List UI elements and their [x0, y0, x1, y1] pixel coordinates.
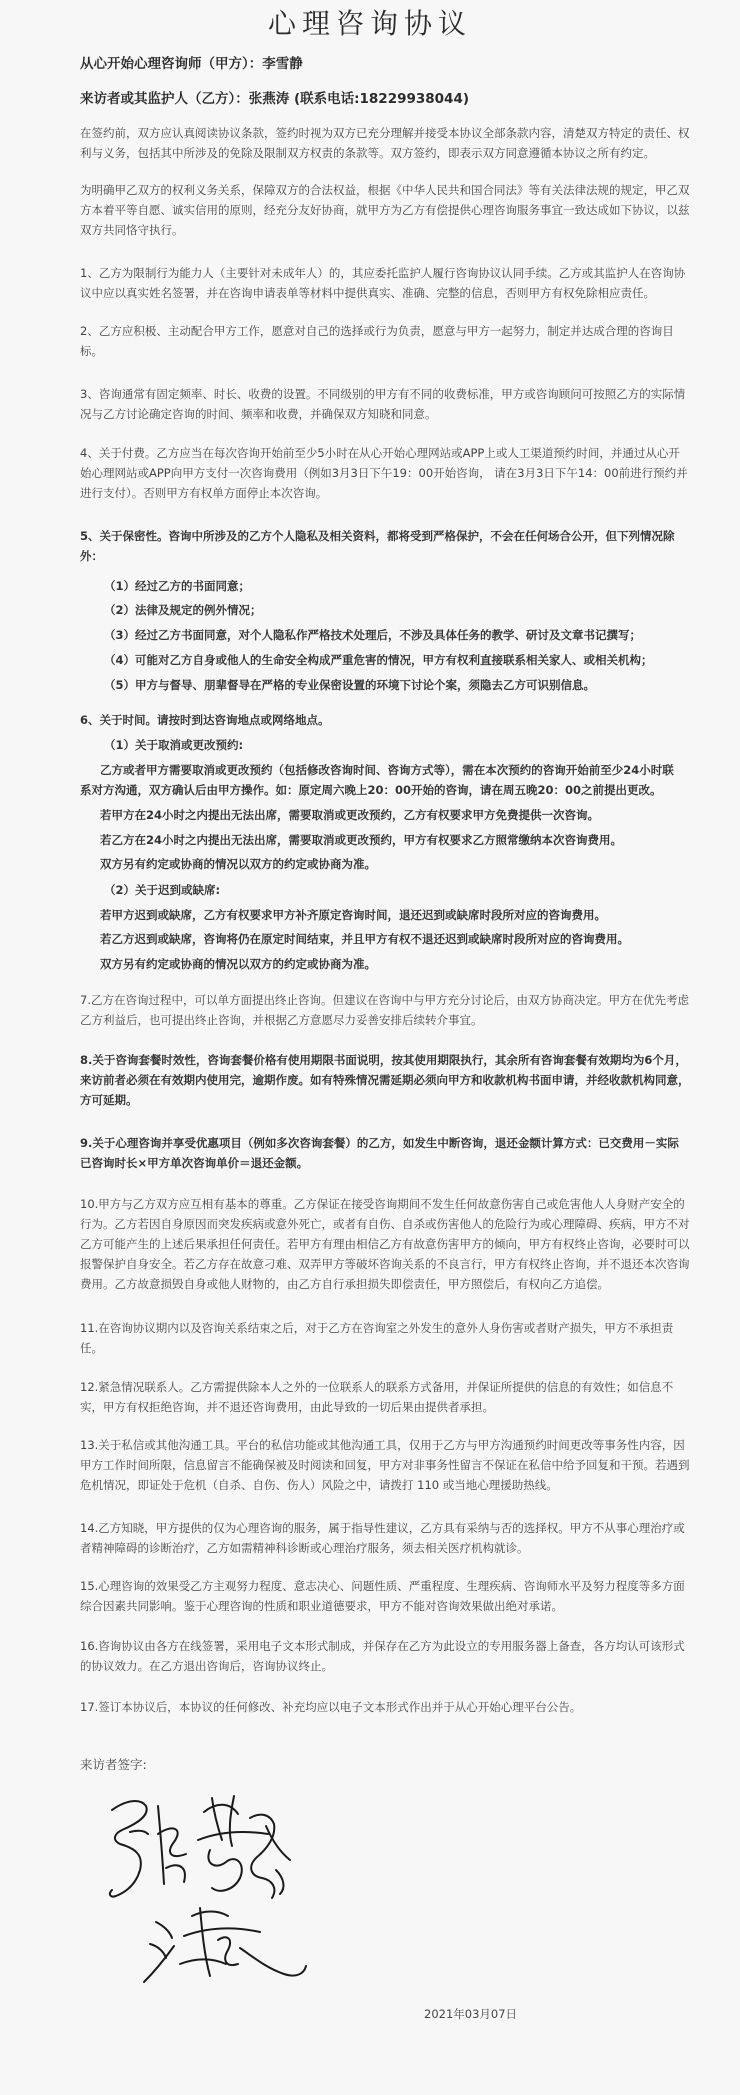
intro-paragraph-2: 为明确甲乙双方的权利义务关系，保障双方的合法权益，根据《中华人民共和国合同法》等有关法律法规的规定，甲乙双方本着平等自愿、诚实信用的原则，经充分友好协商，就甲方为乙方有偿提供心理咨询服务事宜一致达成如下协议，以兹双方共同恪守执行。 — [80, 183, 690, 237]
party-b: 来访者或其监护人（乙方）：张燕涛 (联系电话:18229938044) — [80, 91, 470, 107]
clause-5-item: （3）经过乙方书面同意，对个人隐私作严格技术处理后，不涉及具体任务的教学、研讨及文章书记撰写； — [104, 628, 641, 642]
party-a: 从心开始心理咨询师（甲方）：李雪静 — [80, 56, 303, 72]
clause-6-line: 系对方沟通，双方确认后由甲方操作。如：原定周六晚上20：00开始的咨询，请在周五晚20：00之前提出更改。 — [80, 783, 662, 797]
clause-1: 1、乙方为限制行为能力人（主要针对未成年人）的，其应委托监护人履行咨询协议认同手续。乙方或其监护人在咨询协议中应以真实姓名签署，并在咨询申请表单等材料中提供真实、准确、完整的信息，否则甲方有权免除相应责任。 — [80, 266, 686, 300]
clause-10: 10.甲方与乙方双方应互相有基本的尊重。乙方保证在接受咨询期间不发生任何故意伤害自己或危害他人人身财产安全的行为。乙方若因自身原因而突发疾病或意外死亡，或者有自伤、自杀或伤害他人的危险行为或心理障碍、疾病，甲方不对乙方可能产生的上述后果承担任何责任。若甲方有理由相信乙方有故意伤害甲方的倾向，甲方有权终止咨询，必要时可以报警保护自身安全。若乙方存在故意刁难、双弄甲方等破坏咨询关系的不良言行，甲方有权终止咨询，并不退还本次咨询费用。乙方故意损毁自身或他人财物的，由乙方自行承担损失即偿责任，甲方照偿后，有权向乙方追偿。 — [80, 1197, 690, 1291]
clause-6-line: 双方另有约定或协商的情况以双方的约定或协商为准。 — [100, 857, 376, 871]
signing-date: 2021年03月07日 — [424, 2007, 518, 2021]
clause-5: 5、关于保密性。咨询中所涉及的乙方个人隐私及相关资料，都将受到严格保护，不会在任何场合公开，但下列情况除外： — [80, 529, 675, 563]
clause-3: 3、咨询通常有固定频率、时长、收费的设置。不同级别的甲方有不同的收费标准，甲方或咨询顾问可按照乙方的实际情况与乙方讨论确定咨询的时间、频率和收费，并确保双方知晓和同意。 — [80, 387, 686, 421]
clause-6-line: 乙方或者甲方需要取消或更改预约（包括修改咨询时间、咨询方式等），需在本次预约的咨询开始前至少24小时联 — [100, 763, 674, 777]
signature-label: 来访者签字: — [80, 1757, 147, 1772]
clause-6-line: 若甲方迟到或缺席，乙方有权要求甲方补齐原定咨询时间，退还迟到或缺席时段所对应的咨询费用。 — [100, 908, 606, 922]
clause-5-item: （2）法律及规定的例外情况； — [104, 603, 262, 617]
clause-17: 17.签订本协议后，本协议的任何修改、补充均应以电子文本形式作出并于从心开始心理平台公告。 — [80, 1700, 582, 1714]
clause-6-line: 双方另有约定或协商的情况以双方的约定或协商为准。 — [100, 957, 376, 971]
clause-5-item: （4）可能对乙方自身或他人的生命安全构成严重危害的情况，甲方有权利直接联系相关家人、或相关机构； — [104, 653, 653, 667]
clause-15: 15.心理咨询的效果受乙方主观努力程度、意志决心、问题性质、严重程度、生理疾病、咨询师水平及努力程度等多方面综合因素共同影响。鉴于心理咨询的性质和职业道德要求，甲方不能对咨询效果做出绝对承诺。 — [80, 1579, 685, 1613]
clause-13: 13.关于私信或其他沟通工具。平台的私信功能或其他沟通工具，仅用于乙方与甲方沟通预约时间更改等事务性内容，因甲方工作时间所限，信息留言不能确保被及时阅读和回复，甲方对非事务性留言不保证在私信中给予回复和干预。若遇到危机情况，即证处于危机（自杀、自伤、伤人）风险之中，请拨打 110 或当地心理援助热线。 — [80, 1438, 690, 1492]
clause-6: 6、关于时间。请按时到达咨询地点或网络地点。 — [80, 713, 330, 727]
clause-8: 8.关于咨询套餐时效性，咨询套餐价格有使用期限书面说明，按其使用期限执行，其余所有咨询套餐有效期均为6个月，来访前者必须在有效期内使用完，逾期作废。如有特殊情况需延期必须向甲方和收款机构书面申请，并经收款机构同意，方可延期。 — [80, 1053, 690, 1107]
intro-paragraph-1: 在签约前，双方应认真阅读协议条款，签约时视为双方已充分理解并接受本协议全部条款内容，清楚双方特定的责任、权利与义务，包括其中所涉及的免除及限制双方权责的条款等。双方签约，即表示双方同意遵循本协议之所有约定。 — [80, 126, 690, 160]
clause-6-line: 若甲方在24小时之内提出无法出席，需要取消或更改预约，乙方有权要求甲方免费提供一次咨询。 — [100, 808, 599, 822]
clause-6-line: 若乙方在24小时之内提出无法出席，需要取消或更改预约，甲方有权要求乙方照常缴纳本次咨询费用。 — [100, 833, 622, 847]
clause-11: 11.在咨询协议期内以及咨询关系结束之后，对于乙方在咨询室之外发生的意外人身伤害或者财产损失，甲方不承担责任。 — [80, 1321, 674, 1355]
clause-6-line: 若乙方迟到或缺席，咨询将仍在原定时间结束，并且甲方有权不退还迟到或缺席时段所对应的咨询费用。 — [100, 932, 629, 946]
clause-5-item: （5）甲方与督导、朋辈督导在严格的专业保密设置的环境下讨论个案，须隐去乙方可识别信息。 — [104, 678, 595, 692]
clause-9: 9.关于心理咨询并享受优惠项目（例如多次咨询套餐）的乙方，如发生中断咨询，退还金额计算方式：已交费用－实际已咨询时长×甲方单次咨询单价＝退还金额。 — [80, 1136, 679, 1170]
clause-2: 2、乙方应积极、主动配合甲方工作，愿意对自己的选择或行为负责，愿意与甲方一起努力，制定并达成合理的咨询目标。 — [80, 324, 674, 358]
clause-6-subheading: （2）关于迟到或缺席: — [104, 883, 221, 897]
clause-7: 7.乙方在咨询过程中，可以单方面提出终止咨询。但建议在咨询中与甲方充分讨论后，由双方协商决定。甲方在优先考虑乙方利益后，也可提出终止咨询，并根据乙方意愿尽力妥善安排后续转介事宜。 — [80, 993, 689, 1027]
clause-12: 12.紧急情况联系人。乙方需提供除本人之外的一位联系人的联系方式备用，并保证所提供的信息的有效性；如信息不实，甲方有权拒绝咨询，并不退还咨询费用，由此导致的一切后果由提供者承担。 — [80, 1380, 674, 1414]
handwritten-signature — [100, 1788, 330, 1988]
clause-6-subheading: （1）关于取消或更改预约: — [104, 738, 244, 752]
clause-16: 16.咨询协议由各方在线签署，采用电子文本形式制成，并保存在乙方为此设立的专用服务器上备查，各方均认可该形式的协议效力。在乙方退出咨询后，咨询协议终止。 — [80, 1639, 685, 1673]
clause-14: 14.乙方知晓，甲方提供的仅为心理咨询的服务，属于指导性建议，乙方具有采纳与否的选择权。甲方不从事心理治疗或者精神障碍的诊断治疗，乙方如需精神科诊断或心理治疗服务，须去相关医疗机构就诊。 — [80, 1521, 685, 1555]
clause-4: 4、关于付费。乙方应当在每次咨询开始前至少5小时在从心开始心理网站或APP上或人工渠道预约时间，并通过从心开始心理网站或APP向甲方支付一次咨询费用（例如3月3日下午19：00开始咨询， 请在3月3日下午14：00前进行预约并进行支付）。否则甲方有权单方面停止本次咨询。 — [80, 446, 688, 500]
clause-5-item: （1）经过乙方的书面同意； — [104, 579, 251, 593]
document-title: 心理咨询协议 — [267, 7, 472, 40]
